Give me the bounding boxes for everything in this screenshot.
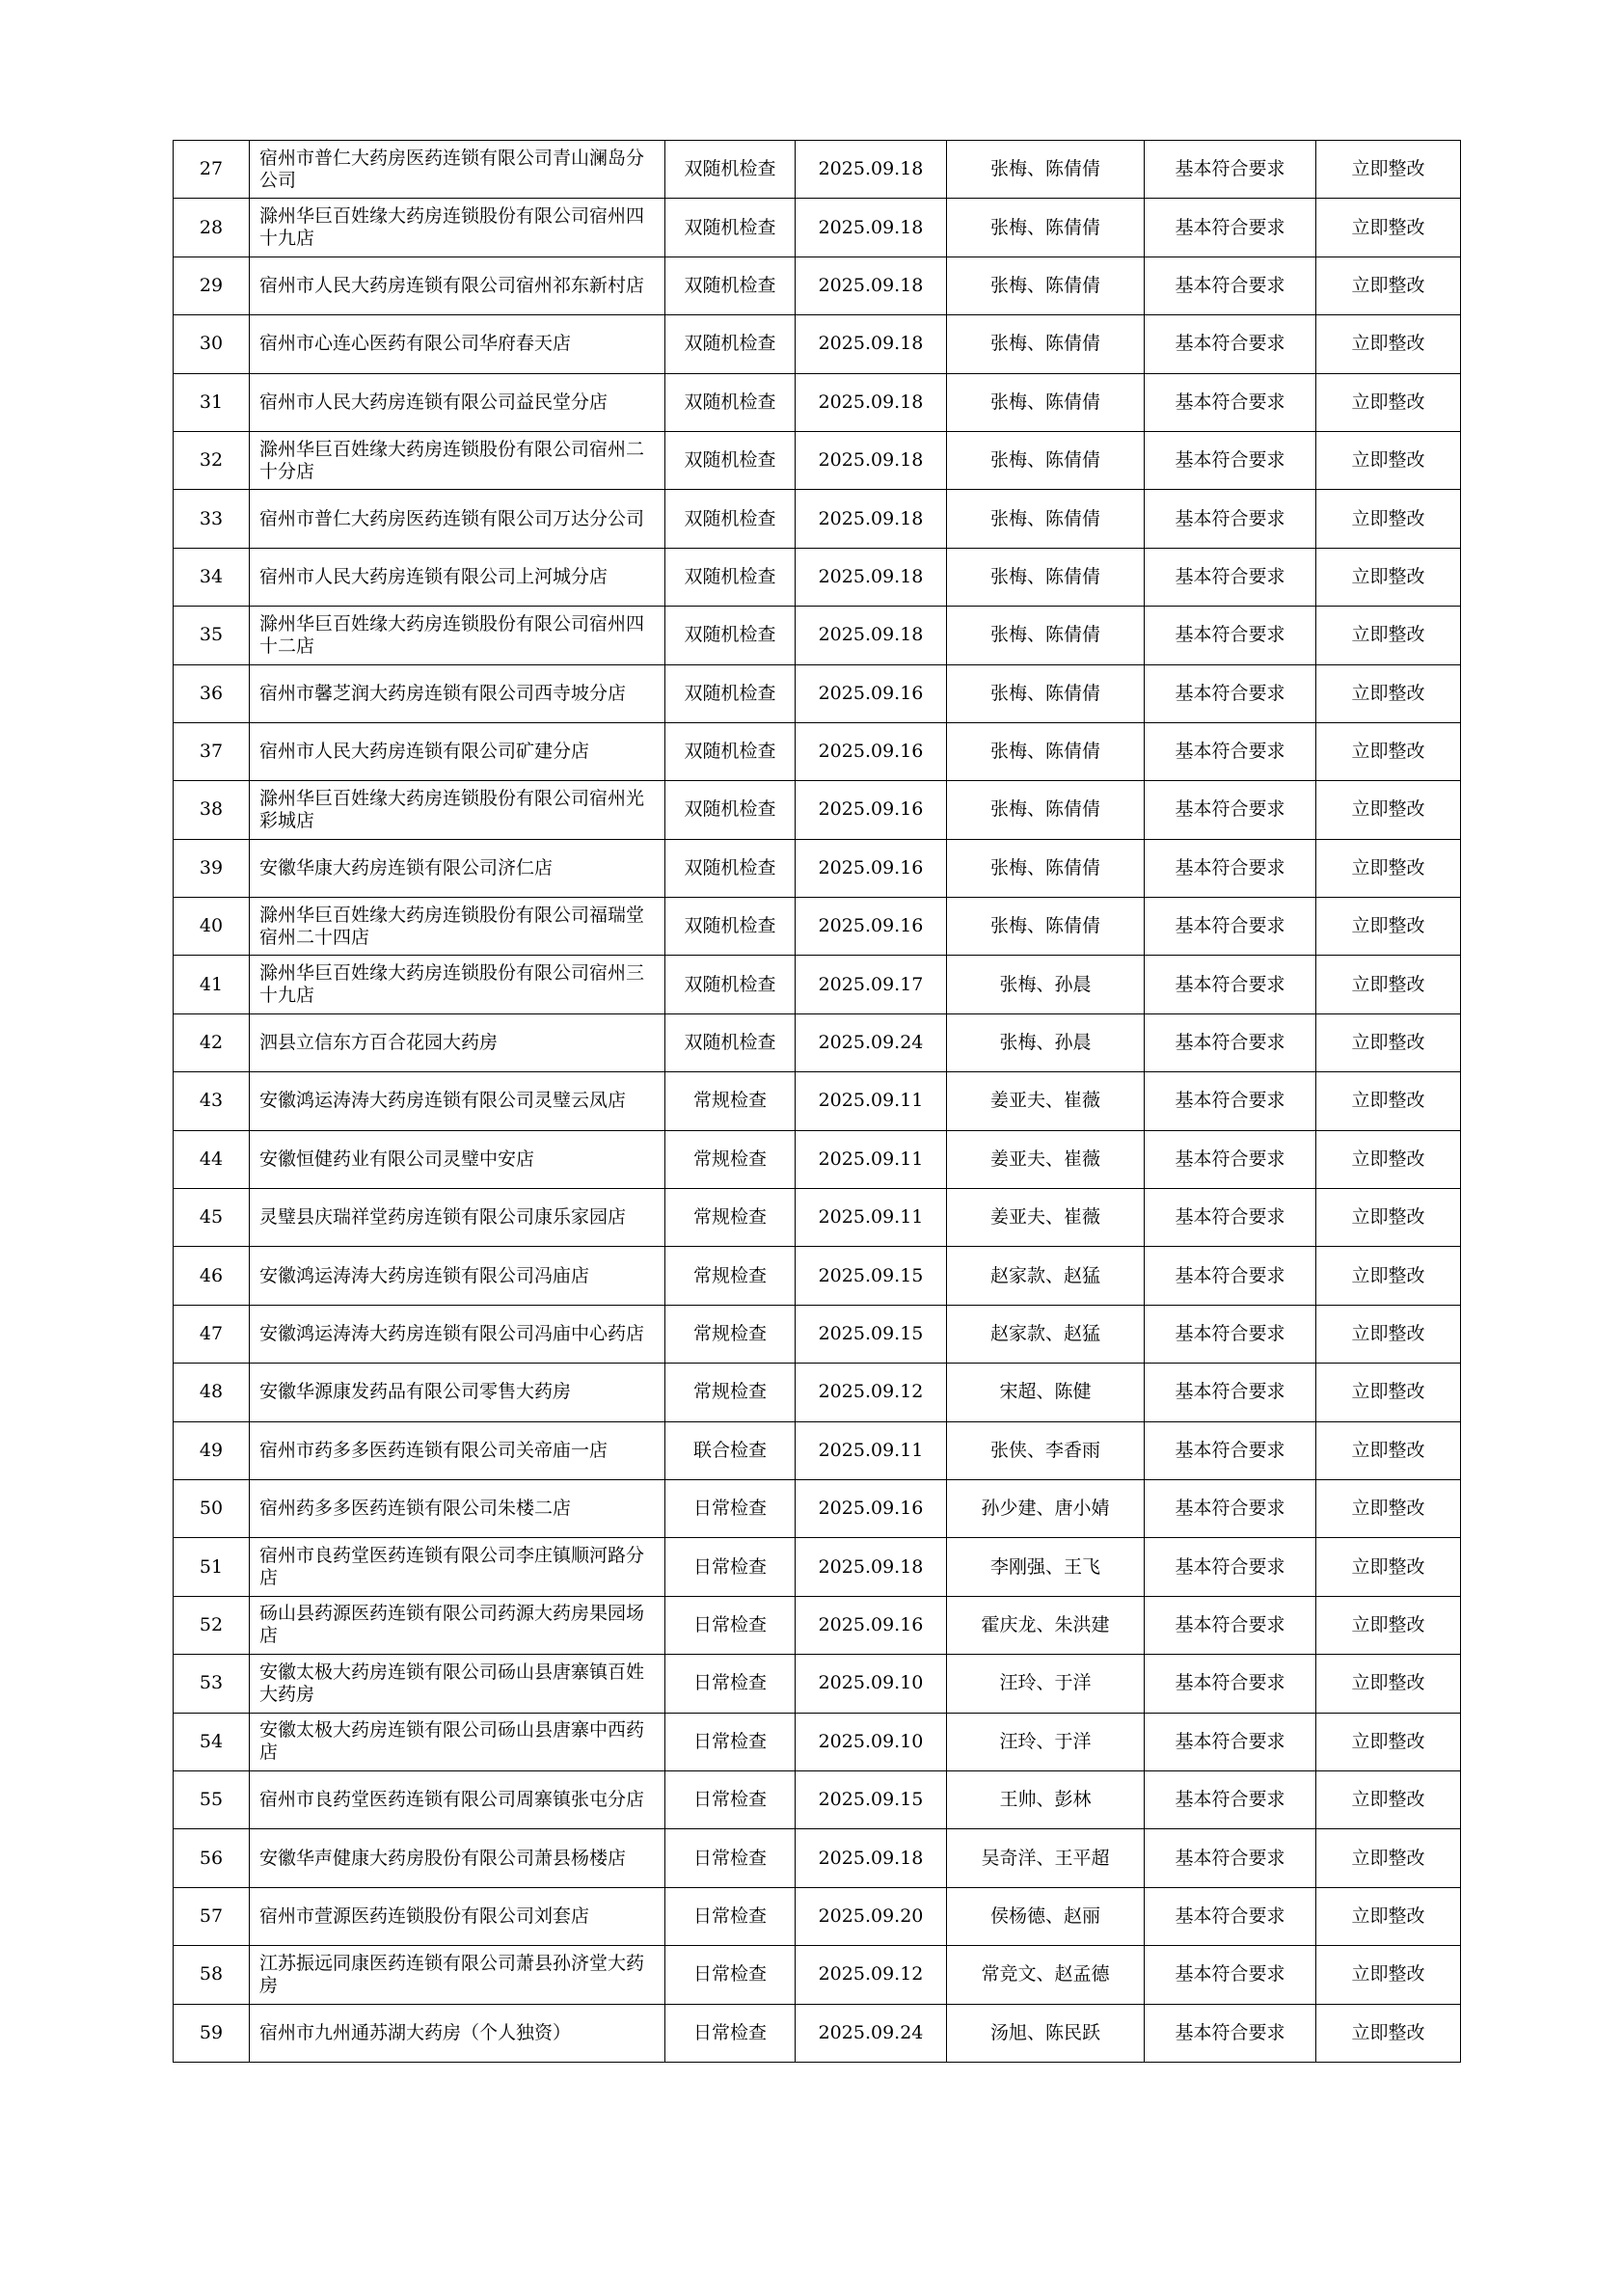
inspection-type-cell: 常规检查 xyxy=(665,1247,796,1305)
inspection-type-cell: 日常检查 xyxy=(665,1829,796,1887)
result-cell: 基本符合要求 xyxy=(1145,1013,1316,1071)
result-cell: 基本符合要求 xyxy=(1145,1189,1316,1247)
inspection-type-cell: 双随机检查 xyxy=(665,664,796,722)
action-cell: 立即整改 xyxy=(1316,1130,1461,1188)
result-cell: 基本符合要求 xyxy=(1145,1364,1316,1421)
result-cell: 基本符合要求 xyxy=(1145,664,1316,722)
inspection-type-cell: 双随机检查 xyxy=(665,431,796,489)
inspection-date-cell: 2025.09.18 xyxy=(796,548,947,606)
action-cell: 立即整改 xyxy=(1316,722,1461,780)
pharmacy-name-cell: 宿州市药多多医药连锁有限公司关帝庙一店 xyxy=(250,1421,665,1479)
row-number-cell: 55 xyxy=(174,1770,250,1828)
row-number-cell: 34 xyxy=(174,548,250,606)
inspection-date-cell: 2025.09.11 xyxy=(796,1130,947,1188)
table-row xyxy=(174,898,1461,956)
inspectors-cell: 张梅、陈倩倩 xyxy=(947,781,1145,839)
pharmacy-name-cell: 安徽鸿运涛涛大药房连锁有限公司冯庙店 xyxy=(250,1247,665,1305)
result-cell: 基本符合要求 xyxy=(1145,1247,1316,1305)
action-cell: 立即整改 xyxy=(1316,1655,1461,1713)
inspection-date-cell: 2025.09.18 xyxy=(796,141,947,199)
inspectors-cell: 张梅、陈倩倩 xyxy=(947,548,1145,606)
inspection-type-cell: 双随机检查 xyxy=(665,257,796,314)
table-row xyxy=(174,373,1461,431)
row-number-cell: 48 xyxy=(174,1364,250,1421)
inspection-date-cell: 2025.09.24 xyxy=(796,2004,947,2062)
inspectors-cell: 张梅、陈倩倩 xyxy=(947,839,1145,897)
inspection-date-cell: 2025.09.16 xyxy=(796,1479,947,1537)
table-row xyxy=(174,1305,1461,1363)
action-cell: 立即整改 xyxy=(1316,1479,1461,1537)
action-cell: 立即整改 xyxy=(1316,315,1461,373)
pharmacy-name-cell: 安徽恒健药业有限公司灵璧中安店 xyxy=(250,1130,665,1188)
action-cell: 立即整改 xyxy=(1316,781,1461,839)
inspection-type-cell: 日常检查 xyxy=(665,1770,796,1828)
inspection-date-cell: 2025.09.16 xyxy=(796,898,947,956)
inspection-date-cell: 2025.09.15 xyxy=(796,1247,947,1305)
inspectors-cell: 张梅、陈倩倩 xyxy=(947,199,1145,257)
inspection-date-cell: 2025.09.16 xyxy=(796,664,947,722)
row-number-cell: 27 xyxy=(174,141,250,199)
table-row xyxy=(174,1770,1461,1828)
table-row xyxy=(174,315,1461,373)
pharmacy-name-cell: 宿州药多多医药连锁有限公司朱楼二店 xyxy=(250,1479,665,1537)
result-cell: 基本符合要求 xyxy=(1145,315,1316,373)
pharmacy-name-cell: 宿州市馨芝润大药房连锁有限公司西寺坡分店 xyxy=(250,664,665,722)
inspection-date-cell: 2025.09.16 xyxy=(796,839,947,897)
row-number-cell: 54 xyxy=(174,1713,250,1770)
pharmacy-name-cell: 安徽鸿运涛涛大药房连锁有限公司冯庙中心药店 xyxy=(250,1305,665,1363)
action-cell: 立即整改 xyxy=(1316,1538,1461,1596)
result-cell: 基本符合要求 xyxy=(1145,257,1316,314)
table-row xyxy=(174,607,1461,664)
inspectors-cell: 孙少建、唐小婧 xyxy=(947,1479,1145,1537)
inspection-date-cell: 2025.09.15 xyxy=(796,1305,947,1363)
row-number-cell: 33 xyxy=(174,490,250,548)
row-number-cell: 56 xyxy=(174,1829,250,1887)
result-cell: 基本符合要求 xyxy=(1145,1538,1316,1596)
result-cell: 基本符合要求 xyxy=(1145,781,1316,839)
inspection-type-cell: 常规检查 xyxy=(665,1189,796,1247)
action-cell: 立即整改 xyxy=(1316,199,1461,257)
table-row xyxy=(174,781,1461,839)
row-number-cell: 45 xyxy=(174,1189,250,1247)
table-row xyxy=(174,1829,1461,1887)
inspectors-cell: 王帅、彭林 xyxy=(947,1770,1145,1828)
pharmacy-name-cell: 宿州市心连心医药有限公司华府春天店 xyxy=(250,315,665,373)
action-cell: 立即整改 xyxy=(1316,490,1461,548)
result-cell: 基本符合要求 xyxy=(1145,141,1316,199)
result-cell: 基本符合要求 xyxy=(1145,1130,1316,1188)
pharmacy-name-cell: 宿州市良药堂医药连锁有限公司李庄镇顺河路分店 xyxy=(250,1538,665,1596)
result-cell: 基本符合要求 xyxy=(1145,1305,1316,1363)
inspection-date-cell: 2025.09.12 xyxy=(796,1946,947,2004)
result-cell: 基本符合要求 xyxy=(1145,1072,1316,1130)
inspection-type-cell: 联合检查 xyxy=(665,1421,796,1479)
table-row xyxy=(174,1013,1461,1071)
pharmacy-name-cell: 滁州华巨百姓缘大药房连锁股份有限公司宿州三十九店 xyxy=(250,956,665,1013)
pharmacy-name-cell: 泗县立信东方百合花园大药房 xyxy=(250,1013,665,1071)
table-row xyxy=(174,1887,1461,1945)
inspectors-cell: 李刚强、王飞 xyxy=(947,1538,1145,1596)
table-row xyxy=(174,2004,1461,2062)
table-row xyxy=(174,548,1461,606)
table-row xyxy=(174,1189,1461,1247)
pharmacy-name-cell: 宿州市良药堂医药连锁有限公司周寨镇张屯分店 xyxy=(250,1770,665,1828)
row-number-cell: 28 xyxy=(174,199,250,257)
action-cell: 立即整改 xyxy=(1316,373,1461,431)
pharmacy-name-cell: 灵璧县庆瑞祥堂药房连锁有限公司康乐家园店 xyxy=(250,1189,665,1247)
inspection-date-cell: 2025.09.16 xyxy=(796,722,947,780)
result-cell: 基本符合要求 xyxy=(1145,722,1316,780)
inspection-date-cell: 2025.09.11 xyxy=(796,1189,947,1247)
action-cell: 立即整改 xyxy=(1316,1072,1461,1130)
inspection-date-cell: 2025.09.24 xyxy=(796,1013,947,1071)
inspection-date-cell: 2025.09.10 xyxy=(796,1655,947,1713)
inspectors-cell: 张梅、陈倩倩 xyxy=(947,664,1145,722)
row-number-cell: 39 xyxy=(174,839,250,897)
pharmacy-name-cell: 宿州市萱源医药连锁股份有限公司刘套店 xyxy=(250,1887,665,1945)
pharmacy-name-cell: 安徽鸿运涛涛大药房连锁有限公司灵璧云凤店 xyxy=(250,1072,665,1130)
pharmacy-name-cell: 江苏振远同康医药连锁有限公司萧县孙济堂大药房 xyxy=(250,1946,665,2004)
pharmacy-name-cell: 安徽太极大药房连锁有限公司砀山县唐寨中西药店 xyxy=(250,1713,665,1770)
action-cell: 立即整改 xyxy=(1316,664,1461,722)
table-row xyxy=(174,1713,1461,1770)
inspection-type-cell: 双随机检查 xyxy=(665,548,796,606)
inspectors-cell: 张梅、陈倩倩 xyxy=(947,257,1145,314)
inspectors-cell: 汪玲、于洋 xyxy=(947,1655,1145,1713)
row-number-cell: 49 xyxy=(174,1421,250,1479)
inspectors-cell: 赵家款、赵猛 xyxy=(947,1247,1145,1305)
result-cell: 基本符合要求 xyxy=(1145,1713,1316,1770)
inspection-type-cell: 日常检查 xyxy=(665,2004,796,2062)
action-cell: 立即整改 xyxy=(1316,1247,1461,1305)
inspection-type-cell: 双随机检查 xyxy=(665,722,796,780)
action-cell: 立即整改 xyxy=(1316,1364,1461,1421)
inspection-type-cell: 双随机检查 xyxy=(665,373,796,431)
result-cell: 基本符合要求 xyxy=(1145,1829,1316,1887)
table-row xyxy=(174,141,1461,199)
inspection-date-cell: 2025.09.18 xyxy=(796,199,947,257)
action-cell: 立即整改 xyxy=(1316,898,1461,956)
inspection-date-cell: 2025.09.18 xyxy=(796,1829,947,1887)
action-cell: 立即整改 xyxy=(1316,1770,1461,1828)
row-number-cell: 50 xyxy=(174,1479,250,1537)
inspection-date-cell: 2025.09.18 xyxy=(796,431,947,489)
inspection-date-cell: 2025.09.18 xyxy=(796,315,947,373)
inspection-date-cell: 2025.09.18 xyxy=(796,257,947,314)
row-number-cell: 38 xyxy=(174,781,250,839)
inspection-date-cell: 2025.09.18 xyxy=(796,1538,947,1596)
inspection-type-cell: 日常检查 xyxy=(665,1596,796,1654)
action-cell: 立即整改 xyxy=(1316,956,1461,1013)
table-row xyxy=(174,257,1461,314)
table-row xyxy=(174,664,1461,722)
pharmacy-name-cell: 宿州市人民大药房连锁有限公司矿建分店 xyxy=(250,722,665,780)
result-cell: 基本符合要求 xyxy=(1145,956,1316,1013)
inspection-table-body xyxy=(174,141,1461,2063)
inspectors-cell: 张梅、孙晨 xyxy=(947,1013,1145,1071)
row-number-cell: 40 xyxy=(174,898,250,956)
result-cell: 基本符合要求 xyxy=(1145,898,1316,956)
action-cell: 立即整改 xyxy=(1316,1013,1461,1071)
inspection-type-cell: 常规检查 xyxy=(665,1305,796,1363)
row-number-cell: 37 xyxy=(174,722,250,780)
action-cell: 立即整改 xyxy=(1316,1713,1461,1770)
pharmacy-name-cell: 安徽华康大药房连锁有限公司济仁店 xyxy=(250,839,665,897)
action-cell: 立即整改 xyxy=(1316,1596,1461,1654)
inspection-date-cell: 2025.09.10 xyxy=(796,1713,947,1770)
inspectors-cell: 赵家款、赵猛 xyxy=(947,1305,1145,1363)
inspection-type-cell: 常规检查 xyxy=(665,1072,796,1130)
inspection-date-cell: 2025.09.17 xyxy=(796,956,947,1013)
result-cell: 基本符合要求 xyxy=(1145,1770,1316,1828)
inspection-type-cell: 日常检查 xyxy=(665,1887,796,1945)
table-row xyxy=(174,956,1461,1013)
inspectors-cell: 张梅、陈倩倩 xyxy=(947,607,1145,664)
action-cell: 立即整改 xyxy=(1316,548,1461,606)
action-cell: 立即整改 xyxy=(1316,1421,1461,1479)
inspectors-cell: 姜亚夫、崔薇 xyxy=(947,1130,1145,1188)
pharmacy-name-cell: 宿州市人民大药房连锁有限公司上河城分店 xyxy=(250,548,665,606)
row-number-cell: 29 xyxy=(174,257,250,314)
row-number-cell: 59 xyxy=(174,2004,250,2062)
inspection-date-cell: 2025.09.16 xyxy=(796,1596,947,1654)
row-number-cell: 36 xyxy=(174,664,250,722)
pharmacy-name-cell: 安徽太极大药房连锁有限公司砀山县唐寨镇百姓大药房 xyxy=(250,1655,665,1713)
action-cell: 立即整改 xyxy=(1316,839,1461,897)
inspectors-cell: 张梅、陈倩倩 xyxy=(947,490,1145,548)
inspectors-cell: 张梅、陈倩倩 xyxy=(947,722,1145,780)
pharmacy-name-cell: 滁州华巨百姓缘大药房连锁股份有限公司福瑞堂宿州二十四店 xyxy=(250,898,665,956)
row-number-cell: 31 xyxy=(174,373,250,431)
row-number-cell: 35 xyxy=(174,607,250,664)
pharmacy-name-cell: 宿州市普仁大药房医药连锁有限公司万达分公司 xyxy=(250,490,665,548)
action-cell: 立即整改 xyxy=(1316,1887,1461,1945)
inspectors-cell: 张梅、陈倩倩 xyxy=(947,431,1145,489)
inspection-type-cell: 双随机检查 xyxy=(665,141,796,199)
pharmacy-name-cell: 安徽华声健康大药房股份有限公司萧县杨楼店 xyxy=(250,1829,665,1887)
result-cell: 基本符合要求 xyxy=(1145,199,1316,257)
result-cell: 基本符合要求 xyxy=(1145,607,1316,664)
row-number-cell: 57 xyxy=(174,1887,250,1945)
action-cell: 立即整改 xyxy=(1316,1946,1461,2004)
result-cell: 基本符合要求 xyxy=(1145,1887,1316,1945)
result-cell: 基本符合要求 xyxy=(1145,548,1316,606)
table-row xyxy=(174,1364,1461,1421)
table-row xyxy=(174,1946,1461,2004)
inspection-type-cell: 双随机检查 xyxy=(665,839,796,897)
inspectors-cell: 张梅、陈倩倩 xyxy=(947,141,1145,199)
inspectors-cell: 张梅、陈倩倩 xyxy=(947,373,1145,431)
action-cell: 立即整改 xyxy=(1316,141,1461,199)
row-number-cell: 44 xyxy=(174,1130,250,1188)
inspection-type-cell: 日常检查 xyxy=(665,1655,796,1713)
inspection-type-cell: 日常检查 xyxy=(665,1479,796,1537)
table-row xyxy=(174,1479,1461,1537)
row-number-cell: 30 xyxy=(174,315,250,373)
pharmacy-name-cell: 安徽华源康发药品有限公司零售大药房 xyxy=(250,1364,665,1421)
inspectors-cell: 汤旭、陈民跃 xyxy=(947,2004,1145,2062)
inspectors-cell: 姜亚夫、崔薇 xyxy=(947,1189,1145,1247)
row-number-cell: 58 xyxy=(174,1946,250,2004)
result-cell: 基本符合要求 xyxy=(1145,1655,1316,1713)
result-cell: 基本符合要求 xyxy=(1145,1946,1316,2004)
inspectors-cell: 常竞文、赵孟德 xyxy=(947,1946,1145,2004)
table-row xyxy=(174,1655,1461,1713)
inspectors-cell: 张梅、陈倩倩 xyxy=(947,898,1145,956)
inspection-type-cell: 双随机检查 xyxy=(665,607,796,664)
inspection-type-cell: 日常检查 xyxy=(665,1538,796,1596)
inspection-table xyxy=(173,140,1461,2063)
pharmacy-name-cell: 滁州华巨百姓缘大药房连锁股份有限公司宿州四十二店 xyxy=(250,607,665,664)
row-number-cell: 52 xyxy=(174,1596,250,1654)
inspection-type-cell: 双随机检查 xyxy=(665,490,796,548)
inspection-type-cell: 双随机检查 xyxy=(665,956,796,1013)
inspectors-cell: 宋超、陈健 xyxy=(947,1364,1145,1421)
action-cell: 立即整改 xyxy=(1316,1189,1461,1247)
inspection-type-cell: 双随机检查 xyxy=(665,1013,796,1071)
row-number-cell: 53 xyxy=(174,1655,250,1713)
inspectors-cell: 张梅、孙晨 xyxy=(947,956,1145,1013)
inspection-date-cell: 2025.09.20 xyxy=(796,1887,947,1945)
pharmacy-name-cell: 滁州华巨百姓缘大药房连锁股份有限公司宿州四十九店 xyxy=(250,199,665,257)
inspection-type-cell: 双随机检查 xyxy=(665,199,796,257)
inspection-date-cell: 2025.09.11 xyxy=(796,1421,947,1479)
pharmacy-name-cell: 砀山县药源医药连锁有限公司药源大药房果园场店 xyxy=(250,1596,665,1654)
row-number-cell: 43 xyxy=(174,1072,250,1130)
table-row xyxy=(174,1538,1461,1596)
action-cell: 立即整改 xyxy=(1316,1829,1461,1887)
result-cell: 基本符合要求 xyxy=(1145,490,1316,548)
table-row xyxy=(174,1130,1461,1188)
pharmacy-name-cell: 宿州市人民大药房连锁有限公司益民堂分店 xyxy=(250,373,665,431)
table-row xyxy=(174,199,1461,257)
pharmacy-name-cell: 滁州华巨百姓缘大药房连锁股份有限公司宿州二十分店 xyxy=(250,431,665,489)
row-number-cell: 42 xyxy=(174,1013,250,1071)
inspectors-cell: 张侠、李香雨 xyxy=(947,1421,1145,1479)
action-cell: 立即整改 xyxy=(1316,257,1461,314)
inspection-type-cell: 常规检查 xyxy=(665,1364,796,1421)
row-number-cell: 32 xyxy=(174,431,250,489)
row-number-cell: 41 xyxy=(174,956,250,1013)
inspection-type-cell: 双随机检查 xyxy=(665,781,796,839)
inspection-date-cell: 2025.09.15 xyxy=(796,1770,947,1828)
result-cell: 基本符合要求 xyxy=(1145,2004,1316,2062)
inspection-type-cell: 常规检查 xyxy=(665,1130,796,1188)
action-cell: 立即整改 xyxy=(1316,2004,1461,2062)
table-row xyxy=(174,839,1461,897)
result-cell: 基本符合要求 xyxy=(1145,1596,1316,1654)
result-cell: 基本符合要求 xyxy=(1145,431,1316,489)
inspection-date-cell: 2025.09.18 xyxy=(796,373,947,431)
inspectors-cell: 吴奇洋、王平超 xyxy=(947,1829,1145,1887)
inspection-type-cell: 日常检查 xyxy=(665,1946,796,2004)
inspection-type-cell: 日常检查 xyxy=(665,1713,796,1770)
action-cell: 立即整改 xyxy=(1316,1305,1461,1363)
inspection-type-cell: 双随机检查 xyxy=(665,315,796,373)
pharmacy-name-cell: 滁州华巨百姓缘大药房连锁股份有限公司宿州光彩城店 xyxy=(250,781,665,839)
result-cell: 基本符合要求 xyxy=(1145,373,1316,431)
inspectors-cell: 姜亚夫、崔薇 xyxy=(947,1072,1145,1130)
inspection-type-cell: 双随机检查 xyxy=(665,898,796,956)
table-row xyxy=(174,722,1461,780)
result-cell: 基本符合要求 xyxy=(1145,839,1316,897)
inspection-date-cell: 2025.09.16 xyxy=(796,781,947,839)
action-cell: 立即整改 xyxy=(1316,431,1461,489)
row-number-cell: 46 xyxy=(174,1247,250,1305)
table-row xyxy=(174,1596,1461,1654)
inspectors-cell: 汪玲、于洋 xyxy=(947,1713,1145,1770)
row-number-cell: 51 xyxy=(174,1538,250,1596)
pharmacy-name-cell: 宿州市九州通苏湖大药房（个人独资） xyxy=(250,2004,665,2062)
result-cell: 基本符合要求 xyxy=(1145,1479,1316,1537)
result-cell: 基本符合要求 xyxy=(1145,1421,1316,1479)
table-row xyxy=(174,490,1461,548)
inspection-date-cell: 2025.09.18 xyxy=(796,607,947,664)
row-number-cell: 47 xyxy=(174,1305,250,1363)
inspectors-cell: 霍庆龙、朱洪建 xyxy=(947,1596,1145,1654)
table-row xyxy=(174,1247,1461,1305)
inspection-date-cell: 2025.09.12 xyxy=(796,1364,947,1421)
action-cell: 立即整改 xyxy=(1316,607,1461,664)
pharmacy-name-cell: 宿州市人民大药房连锁有限公司宿州祁东新村店 xyxy=(250,257,665,314)
table-row xyxy=(174,1421,1461,1479)
table-row xyxy=(174,431,1461,489)
inspection-date-cell: 2025.09.11 xyxy=(796,1072,947,1130)
inspection-date-cell: 2025.09.18 xyxy=(796,490,947,548)
inspectors-cell: 张梅、陈倩倩 xyxy=(947,315,1145,373)
inspectors-cell: 侯杨德、赵丽 xyxy=(947,1887,1145,1945)
pharmacy-name-cell: 宿州市普仁大药房医药连锁有限公司青山澜岛分公司 xyxy=(250,141,665,199)
table-row xyxy=(174,1072,1461,1130)
